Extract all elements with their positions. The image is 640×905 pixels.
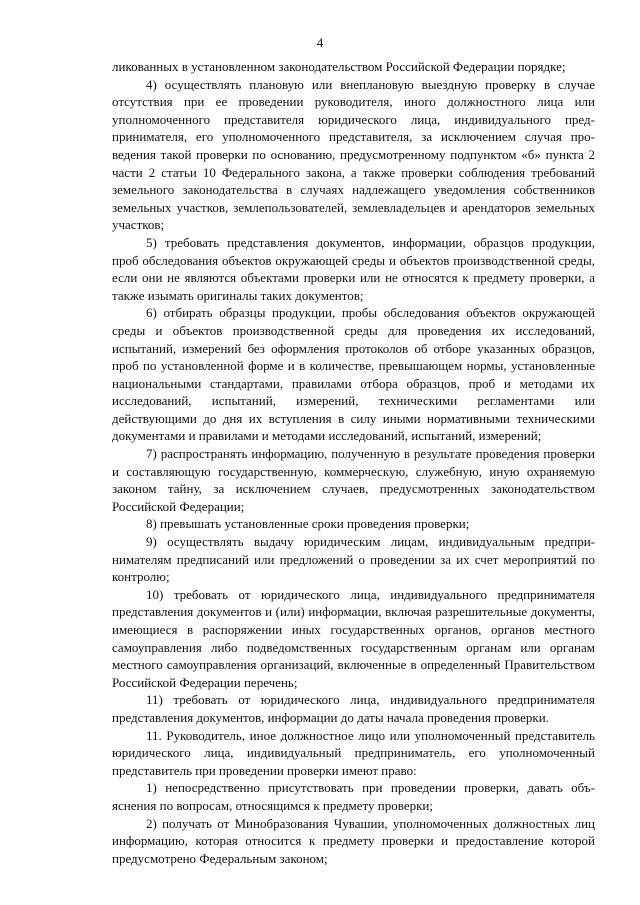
paragraph: 2) получать от Минобразования Чувашии, уполномоченных должностных лиц информацию, которая относится к предмету проверки и предоставление которой предусмотрено Федеральным законом; <box>112 815 595 866</box>
paragraph: 11. Руководитель, иное должностное лицо или уполномоченный представитель юридического лица, индивидуальный предприниматель, его уполномоченный представитель при проведении проверки имеют право: <box>112 727 595 778</box>
paragraph: 7) распространять информацию, полученную в результате проведения проверки и составляющую государственную, коммерческую, служебную, иную охраняемую законом тайну, за исключением случаев, предусмотренных законодательством Российской Федерации; <box>112 446 595 514</box>
document-body <box>112 58 595 867</box>
paragraph: 8) превышать установленные сроки проведения проверки; <box>146 516 470 532</box>
paragraph: 10) требовать от юридического лица, индивидуального предпринимателя представления документов и (или) информации, включая разрешительные документы, имеющиеся в распоряжении иных государственных органов, органов местного самоуправления либо подведомственных государственным органам или органам местного самоуправления организаций, включенные в определенный Правительством Российской Федерации перечень; <box>112 586 595 690</box>
paragraph: 6) отбирать образцы продукции, пробы обследования объектов окружающей среды и объектов производственной среды для проведения их исследований, испытаний, измерений без оформления протоколов об отборе указанных образцов, проб по установленной форме и в количестве, превышающем нормы, установленные национальными стандартами, правилами отбора образцов, проб и методами их исследований, испытаний, измерений, техническими регламентами или действующими до дня их вступления в силу иными нормативными техническими документами и правилами и методами исследований, испытаний, измерений; <box>112 305 595 444</box>
paragraph: 1) непосредственно присутствовать при проведении проверки, давать объяснения по вопросам, относящимся к предмету проверки; <box>112 780 595 813</box>
paragraph: 9) осуществлять выдачу юридическим лицам, индивидуальным предпринимателям предписаний или предложений о проведении за их счет мероприятий по контролю; <box>112 534 595 585</box>
paragraph: 5) требовать представления документов, информации, образцов продукции, проб обследования объектов окружающей среды и объектов производственной среды, если они не являются объектами проверки или не относятся к предмету проверки, а также изымать оригиналы таких документов; <box>112 234 595 303</box>
page-number: 4 <box>316 35 324 50</box>
paragraph: ликованных в установленном законодательством Российской Федерации порядке; <box>112 59 566 74</box>
paragraph: 11) требовать от юридического лица, индивидуального предпринимателя представления документов, информации до даты начала проведения проверки. <box>112 692 595 725</box>
paragraph: 4) осуществлять плановую или внеплановую выездную проверку в случае отсутствия при ее проведении руководителя, иного должностного лица или уполномоченного представителя юридического лица, индивидуального предпринимателя, его уполномоченного представителя, за исключением случая проведения такой проверки по основанию, предусмотренному подпунктом «б» пункта 2 части 2 статьи 10 Федерального закона, а также проверки соблюдения требований земельного законодательства в случаях надлежащего уведомления собственников земельных участков, землепользователей, землевладельцев и арендаторов земельных участков; <box>112 76 595 233</box>
